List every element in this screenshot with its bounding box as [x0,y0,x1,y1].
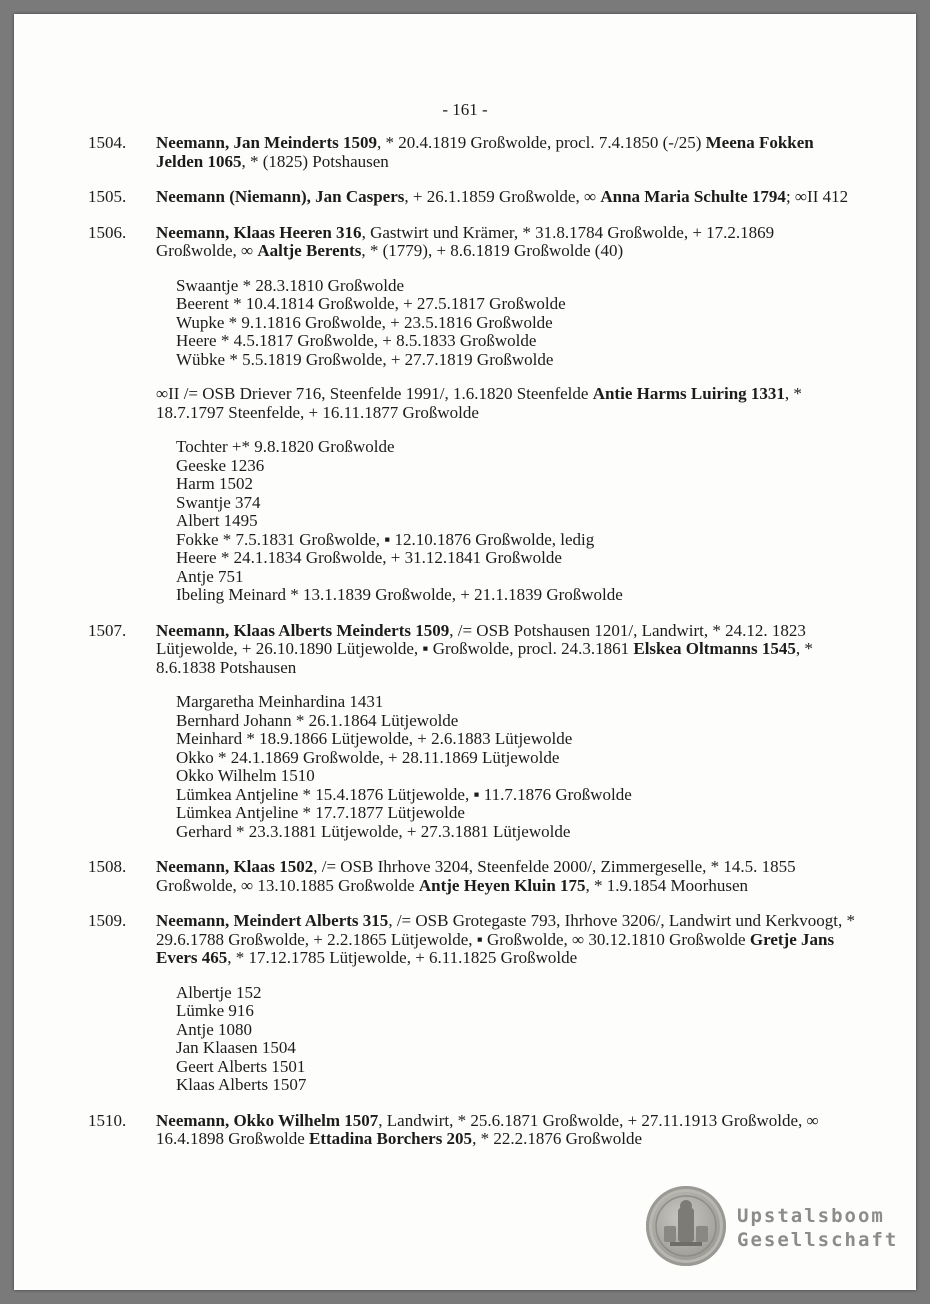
second-marriage: ∞II /= OSB Driever 716, Steenfelde 1991/, 1.6.1820 Steenfelde Antie Harms Luiring 1331, * 18.7.1797 Steenfelde, + 16.11.1877 Großwolde [156,384,802,422]
child-item: Meinhard * 18.9.1866 Lütjewolde, + 2.6.1883 Lütjewolde [176,729,573,748]
children-list [88,438,858,605]
child-item: Jan Klaasen 1504 [176,1038,296,1057]
entry-1509 [88,912,858,968]
child-item: Albertje 152 [176,982,262,1002]
page-number: - 161 - [442,100,488,119]
entry-1507 [88,622,858,678]
child-item: Gerhard * 23.3.1881 Lütjewolde, + 27.3.1881 Lütjewolde [176,821,571,841]
child-item: Albert 1495 [176,511,258,530]
entries-container [88,134,858,1149]
child-item: Wübke * 5.5.1819 Großwolde, + 27.7.1819 Großwolde [176,349,554,369]
entry-text: Neemann, Klaas 1502, /= OSB Ihrhove 3204, Steenfelde 2000/, Zimmergeselle, * 14.5. 1855 Großwolde, ∞ 13.10.1885 Großwolde Antje Heyen Kluin 175, * 1.9.1854 Moorhusen [156,857,796,895]
entry-text: Neemann, Meindert Alberts 315, /= OSB Grotegaste 793, Ihrhove 3206/, Landwirt und Kerkvoogt, * 29.6.1788 Großwolde, + 2.2.1865 Lütjewolde, ▪ Großwolde, ∞ 30.12.1810 Großwolde Gretje Jans Evers 465, * 17.12.1785 Lütjewolde, + 6.11.1825 Großwolde [156,911,855,967]
entry-1506 [88,224,858,261]
child-item: Geert Alberts 1501 [176,1056,306,1076]
children-list [88,984,858,1095]
document-page [14,14,916,1290]
children-list [88,693,858,841]
brand-line-1: Upstalsboom [737,1205,885,1227]
child-item: Fokke * 7.5.1831 Großwolde, ▪ 12.10.1876 Großwolde, ledig [176,529,595,549]
entry-1505 [88,188,858,207]
child-item: Heere * 4.5.1817 Großwolde, + 8.5.1833 Großwolde [176,331,537,350]
child-item: Bernhard Johann * 26.1.1864 Lütjewolde [176,710,459,730]
entry-text: Neemann, Okko Wilhelm 1507, Landwirt, * 25.6.1871 Großwolde, + 27.11.1913 Großwolde, ∞ 16.4.1898 Großwolde Ettadina Borchers 205, * 22.2.1876 Großwolde [156,1110,819,1148]
entry-number: 1504. [88,133,127,152]
child-item: Okko * 24.1.1869 Großwolde, + 28.11.1869 Lütjewolde [176,747,560,767]
entry-number: 1507. [88,620,127,640]
society-name [737,1204,898,1252]
entry-1504 [88,134,858,171]
child-item: Beerent * 10.4.1814 Großwolde, + 27.5.1817 Großwolde [176,294,566,313]
child-item: Tochter +* 9.8.1820 Großwolde [176,437,395,456]
child-item: Harm 1502 [176,474,253,493]
brand-line-2: Gesellschaft [737,1229,899,1251]
entry-text: Neemann, Klaas Heeren 316, Gastwirt und Krämer, * 31.8.1784 Großwolde, + 17.2.1869 Großwolde, ∞ Aaltje Berents, * (1779), + 8.6.1819 Großwolde (40) [156,222,775,260]
child-item: Geeske 1236 [176,455,265,475]
entry-number: 1508. [88,857,127,876]
entry-1508 [88,858,858,895]
child-item: Wupke * 9.1.1816 Großwolde, + 23.5.1816 Großwolde [176,312,553,332]
entry-1510 [88,1112,858,1149]
entry-number: 1505. [88,187,127,206]
child-item: Swaantje * 28.3.1810 Großwolde [176,275,405,295]
child-item: Ibeling Meinard * 13.1.1839 Großwolde, + 21.1.1839 Großwolde [176,585,623,604]
child-item: Antje 751 [176,566,244,586]
child-item: Heere * 24.1.1834 Großwolde, + 31.12.1841 Großwolde [176,548,562,567]
entry-number: 1510. [88,1110,127,1130]
entry-number: 1506. [88,222,127,242]
entry-text: Neemann, Klaas Alberts Meinderts 1509, /= OSB Potshausen 1201/, Landwirt, * 24.12. 1823 Lütjewolde, + 26.10.1890 Lütjewolde, ▪ Großwolde, procl. 24.3.1861 Elskea Oltmanns 1545, * 8.6.1838 Potshausen [156,620,813,677]
child-item: Lümke 916 [176,1001,254,1020]
child-item: Lümkea Antjeline * 15.4.1876 Lütjewolde, ▪ 11.7.1876 Großwolde [176,784,632,804]
entry-text: Neemann, Jan Meinderts 1509, * 20.4.1819 Großwolde, procl. 7.4.1850 (-/25) Meena Fokken Jelden 1065, * (1825) Potshausen [156,133,814,171]
child-item: Margaretha Meinhardina 1431 [176,692,384,711]
child-item: Klaas Alberts 1507 [176,1075,307,1094]
entry-number: 1509. [88,911,127,930]
child-item: Swantje 374 [176,492,261,512]
entry-text: Neemann (Niemann), Jan Caspers, + 26.1.1859 Großwolde, ∞ Anna Maria Schulte 1794; ∞II 412 [156,187,849,206]
society-seal-icon [646,1186,726,1266]
child-item: Lümkea Antjeline * 17.7.1877 Lütjewolde [176,803,465,822]
child-item: Okko Wilhelm 1510 [176,766,315,785]
child-item: Antje 1080 [176,1019,253,1039]
children-list [88,277,858,370]
